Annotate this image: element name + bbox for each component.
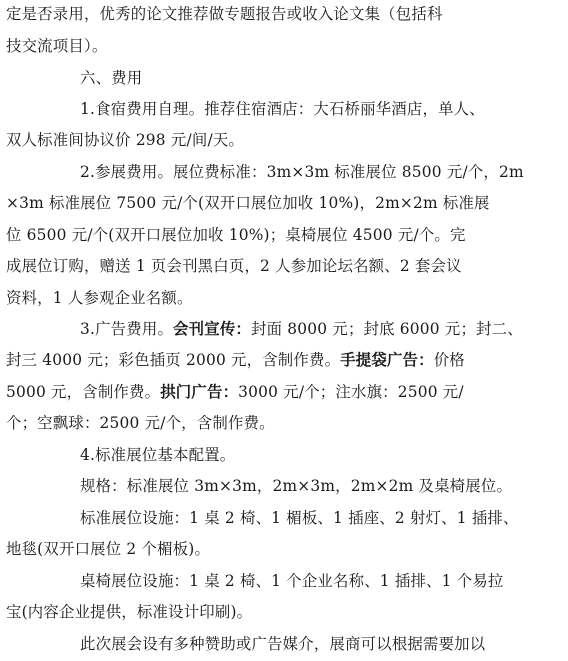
item3-line-2 [6,350,465,370]
item4-line-1: 4.标准展位基本配置。 [80,446,236,464]
item2-line-3: 位 6500 元/个(双开口展位加收 10%)；桌椅展位 4500 元/个。完 [6,226,466,244]
closing-line: 此次展会设有多种赞助或广告媒介，展商可以根据需要加以 [80,635,486,653]
item3-prefix: 3.广告费用。 [80,320,174,338]
item2-line-1: 2.参展费用。展位费标准：3m×3m 标准展位 8500 元/个，2m [80,163,524,181]
item2-line-5: 资料，1 人参观企业名额。 [6,289,193,307]
item3-bold-label-3: 拱门广告： [160,383,239,401]
intro-line-2: 技交流项目）。 [6,37,108,55]
item4-standard-line-2: 地毯(双开口展位 2 个楣板)。 [6,540,211,558]
item4-table-line-1: 桌椅展位设施：1 桌 2 椅、1 个企业名称、1 插排、1 个易拉 [80,572,504,590]
item3-bold-label-2: 手提袋广告： [340,351,434,369]
item3-line-3 [6,382,464,402]
section-heading: 六、费用 [80,69,143,87]
item3-line-2-text: 封三 4000 元；彩色插页 2000 元，含制作费。 [6,351,341,369]
item2-line-4: 成展位订购，赠送 1 页会刊黑白页，2 人参加论坛名额、2 套会议 [6,257,462,275]
item4-table-line-2: 宝(内容企业提供，标准设计印刷)。 [6,603,253,621]
item3-bold-label-1: 会刊宣传： [173,320,252,338]
item3-line-1 [80,319,523,339]
item3-line-1-rest: 封面 8000 元；封底 6000 元；封二、 [251,320,523,338]
item3-line-3-text: 5000 元，含制作费。 [6,383,161,401]
item1-line-2: 双人标准间协议价 298 元/间/天。 [6,131,245,149]
item2-line-2: ×3m 标准展位 7500 元/个(双开口展位加收 10%)，2m×2m 标准展 [6,194,490,212]
item4-standard-line-1: 标准展位设施：1 桌 2 椅、1 楣板、1 插座、2 射灯、1 插排、 [80,509,519,527]
item3-line-3-rest: 3000 元/个；注水旗：2500 元/ [238,383,464,401]
intro-line-1: 定是否录用，优秀的论文推荐做专题报告或收入论文集（包括科 [6,5,443,23]
item4-spec: 规格：标准展位 3m×3m，2m×3m，2m×2m 及桌椅展位。 [80,477,513,495]
item3-line-2-rest: 价格 [433,351,465,369]
item3-line-4: 个；空飘球：2500 元/个，含制作费。 [6,414,275,432]
item1-line-1: 1.食宿费用自理。推荐住宿酒店：大石桥丽华酒店，单人、 [80,100,485,118]
